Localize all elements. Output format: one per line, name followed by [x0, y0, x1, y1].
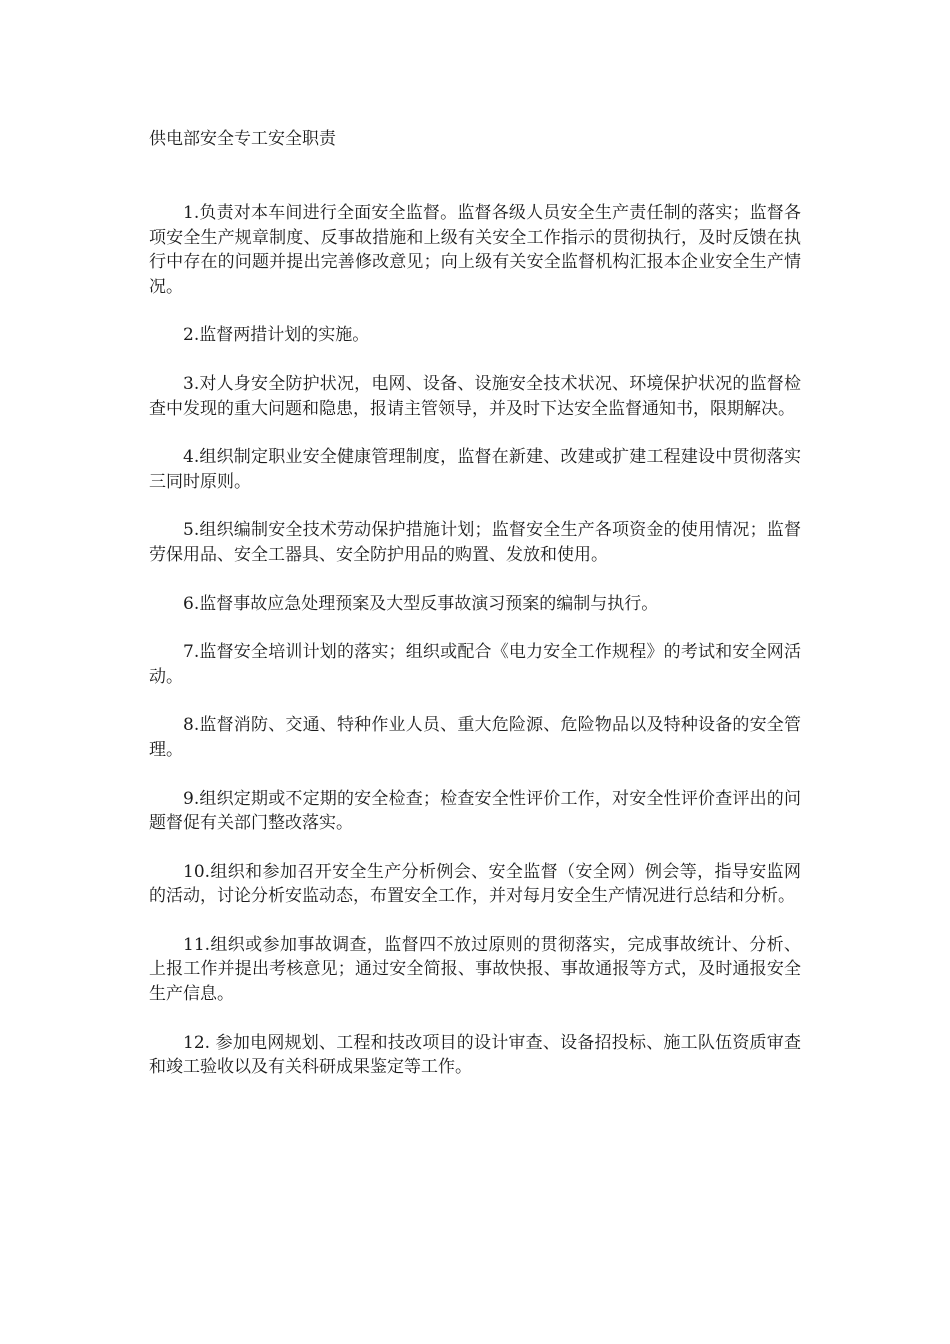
paragraph-8: 8.监督消防、交通、特种作业人员、重大危险源、危险物品以及特种设备的安全管理。 — [149, 715, 801, 760]
paragraph-2: 2.监督两措计划的实施。 — [183, 325, 370, 346]
paragraph-12: 12. 参加电网规划、工程和技改项目的设计审查、设备招投标、施工队伍资质审查和竣工验收以及有关科研成果鉴定等工作。 — [149, 1032, 801, 1078]
paragraph-5: 5.组织编制安全技术劳动保护措施计划；监督安全生产各项资金的使用情况；监督劳保用品、安全工器具、安全防护用品的购置、发放和使用。 — [149, 520, 801, 565]
document-title: 供电部安全专工安全职责 — [149, 129, 336, 149]
paragraph-9: 9.组织定期或不定期的安全检查；检查安全性评价工作，对安全性评价查评出的问题督促有关部门整改落实。 — [149, 788, 801, 834]
paragraph-3: 3.对人身安全防护状况，电网、设备、设施安全技术状况、环境保护状况的监督检查中发现的重大问题和隐患，报请主管领导，并及时下达安全监督通知书，限期解决。 — [149, 373, 801, 419]
paragraph-6: 6.监督事故应急处理预案及大型反事故演习预案的编制与执行。 — [183, 593, 659, 614]
paragraph-10: 10.组织和参加召开安全生产分析例会、安全监督（安全网）例会等，指导安监网的活动，讨论分析安监动态，布置安全工作，并对每月安全生产情况进行总结和分析。 — [149, 861, 801, 907]
paragraph-11: 11.组织或参加事故调查，监督四不放过原则的贯彻落实，完成事故统计、分析、上报工作并提出考核意见；通过安全简报、事故快报、事故通报等方式，及时通报安全生产信息。 — [149, 934, 801, 1005]
document-body — [149, 201, 801, 1104]
paragraph-4: 4.组织制定职业安全健康管理制度，监督在新建、改建或扩建工程建设中贯彻落实三同时原则。 — [149, 447, 801, 492]
paragraph-7: 7.监督安全培训计划的落实；组织或配合《电力安全工作规程》的考试和安全网活动。 — [149, 642, 801, 687]
paragraph-1: 1.负责对本车间进行全面安全监督。监督各级人员安全生产责任制的落实；监督各项安全生产规章制度、反事故措施和上级有关安全工作指示的贯彻执行，及时反馈在执行中存在的问题并提出完善修改意见；向上级有关安全监督机构汇报本企业安全生产情况。 — [149, 203, 801, 297]
